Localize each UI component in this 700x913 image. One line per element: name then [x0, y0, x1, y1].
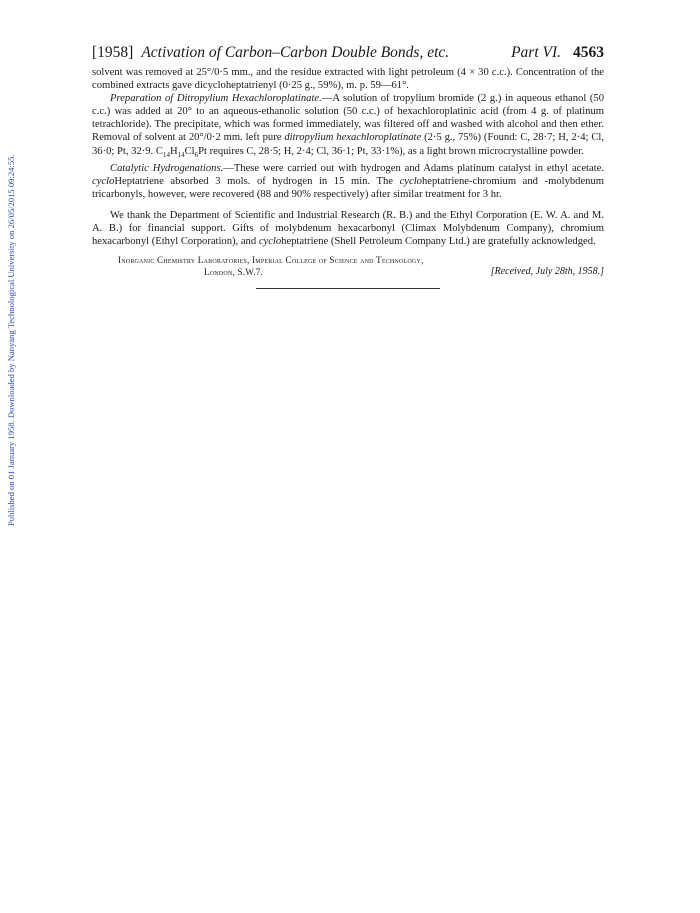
article-body [92, 66, 604, 248]
formula-subscript: 14 [177, 150, 185, 159]
end-rule [256, 288, 440, 289]
paragraph-text: heptatriene-chromium and -molybdenum tricarbonyls, however, were recovered (88 and 90% respectively) after similar treatment for 3 hr. [92, 175, 605, 200]
paragraph-concentration [92, 66, 604, 92]
running-header [92, 44, 604, 62]
paragraph-hydrogenations [92, 162, 604, 201]
cyclo-prefix: cyclo [399, 175, 422, 187]
received-date: [Received, July 28th, 1958.] [490, 266, 604, 278]
paragraph-preparation [92, 92, 604, 162]
paragraph-text: heptatriene (Shell Petroleum Company Ltd.) are gratefully acknowledged. [281, 236, 596, 248]
formula-subscript: 6 [194, 150, 199, 159]
section-heading: Preparation of Ditropylium Hexachloroplatinate. [110, 93, 322, 105]
cyclo-prefix: cyclo [92, 175, 115, 187]
affiliation-block [92, 254, 604, 278]
affiliation-line2 [92, 266, 604, 278]
header-part: Part VI. [511, 44, 561, 61]
formula-element: H [169, 145, 178, 157]
download-notice: Published on 01 January 1958. Downloaded by Nanyang Technological University on 26/05/2015 09:24:55. [6, 154, 16, 526]
paragraph-text: solvent was removed at 25°/0·5 mm., and the residue extracted with light petroleum (4 × 30 c.c.). Concentration of the combined extracts gave dicycloheptatrienyl (0·25 g., 59%), m. p. 59—61°. [92, 67, 604, 92]
cyclo-prefix: cyclo [258, 236, 282, 248]
header-year: [1958] [92, 44, 134, 61]
paragraph-acknowledgements [92, 209, 604, 248]
paragraph-text: —A solution of tropylium bromide (2 g.) in aqueous ethanol (50 c.c.) was added at 20° to an aqueous-ethanolic solution (50 c.c.) of hexachloroplatinic acid (from 4 g. of platinum tetrachloride). The precipitate, which was formed immediately, was filtered off and washed with alcohol and then ether. Removal of solvent at 20°/0·2 mm. left pure [92, 93, 605, 144]
affiliation-city: London, S.W.7. [204, 267, 264, 278]
header-title: Activation of Carbon–Carbon Double Bonds, etc. [141, 44, 450, 61]
compound-name: ditropylium hexachloroplatinate [284, 132, 422, 144]
paragraph-text: Pt requires C, 28·5; H, 2·4; Cl, 36·1; Pt, 33·1%), as a light brown microcrystalline powder. [198, 145, 584, 157]
paragraph-text: —These were carried out with hydrogen and Adams platinum catalyst in ethyl acetate. [223, 162, 604, 174]
paragraph-text: Heptatriene absorbed 3 mols. of hydrogen in 15 min. The [114, 175, 400, 187]
paragraph-text: We thank the Department of Scientific and Industrial Research (R. B.) and the Ethyl Corporation (E. W. A. and M. A. B.) for financial support. Gifts of molybdenum hexacarbonyl (Climax Molybdenum Company), chromium hexacarbonyl (Ethyl Corporation), and [92, 210, 604, 248]
section-heading: Catalytic Hydrogenations. [110, 162, 224, 174]
journal-page [92, 44, 604, 289]
paragraph-text: (2·5 g., 75%) (Found: C, 28·7; H, 2·4; Cl, 36·0; Pt, 32·9. C [92, 132, 604, 157]
formula-element: Cl [184, 145, 195, 157]
page-number: 4563 [573, 44, 604, 61]
affiliation-institution: Inorganic Chemistry Laboratories, Imperial College of Science and Technology, [118, 255, 424, 266]
formula-subscript: 14 [162, 150, 170, 159]
